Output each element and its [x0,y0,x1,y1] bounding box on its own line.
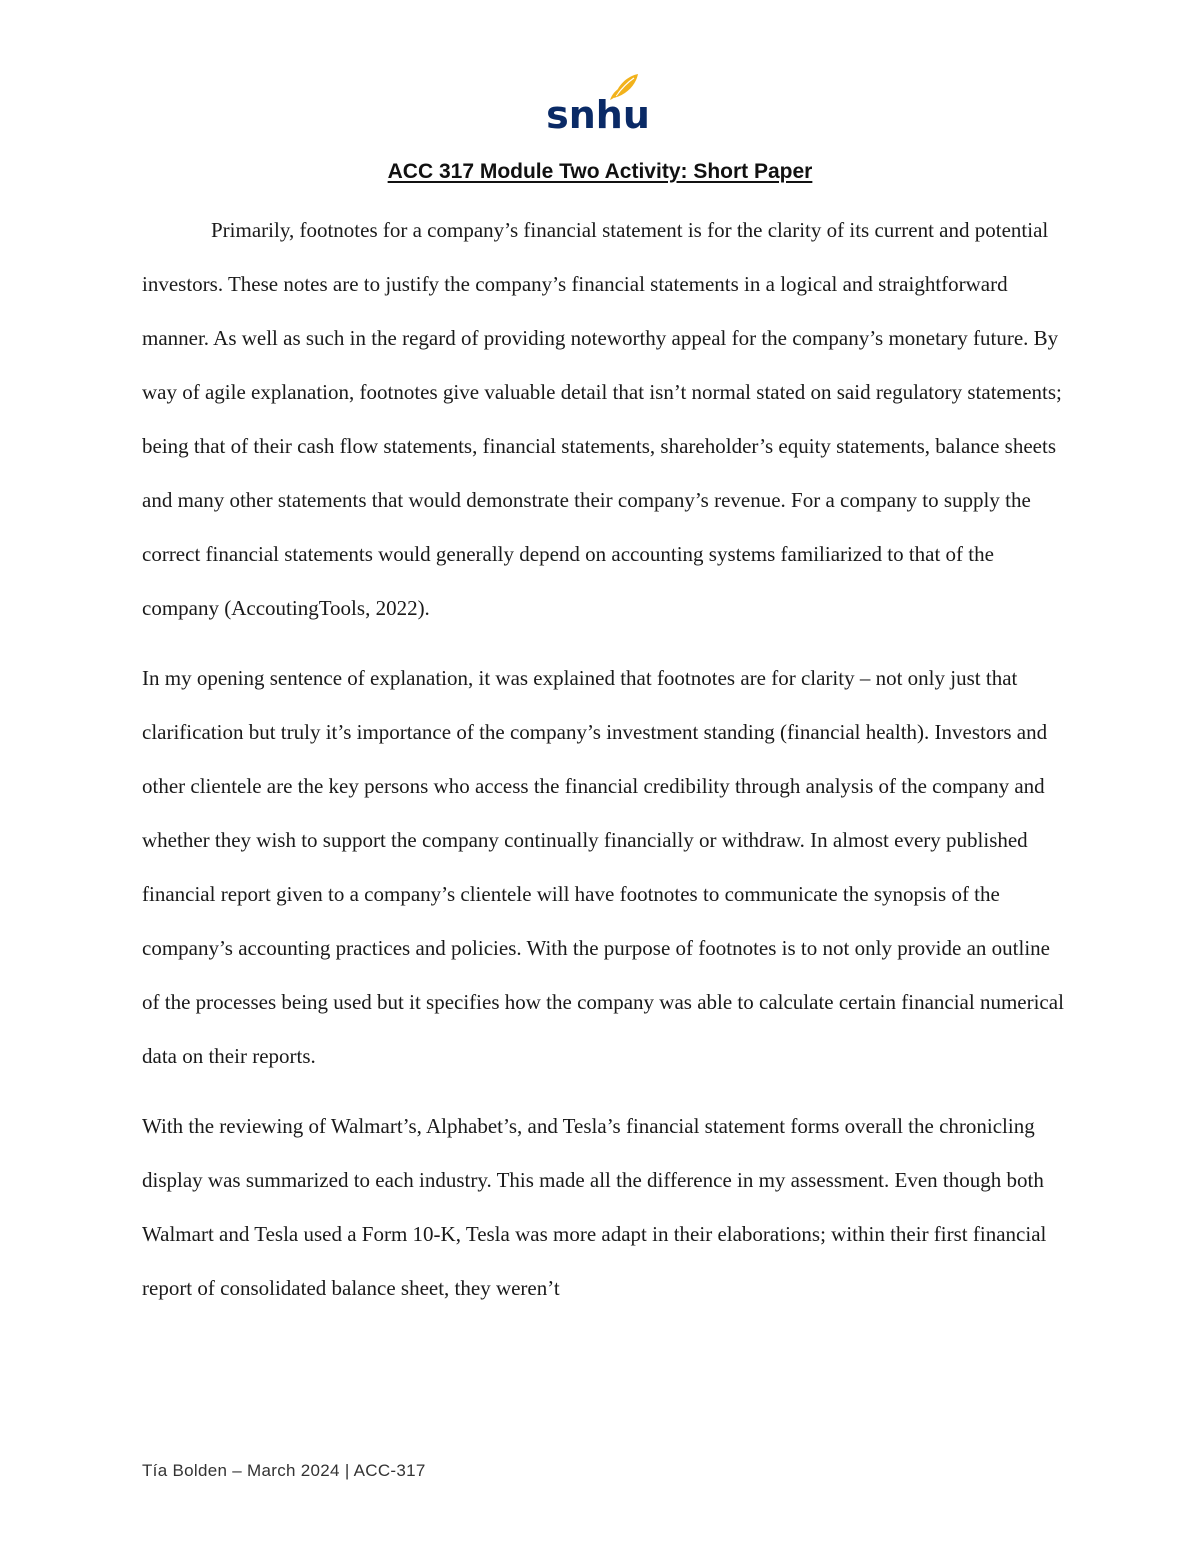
document-title: ACC 317 Module Two Activity: Short Paper [387,160,813,183]
document-body [142,203,1067,1331]
page-footer: Tía Bolden – March 2024 | ACC-317 [142,1461,426,1480]
snhu-logo [546,70,650,137]
paragraph-3: With the reviewing of Walmart’s, Alphabet’s, and Tesla’s financial statement forms overall the chronicling display was summarized to each industry. This made all the difference in my assessment. Even though both Walmart and Tesla used a Form 10-K, Tesla was more adapt in their elaborations; within their first financial report of consolidated balance sheet, they weren’t [142,1114,1047,1300]
paragraph-2: In my opening sentence of explanation, it was explained that footnotes are for clarity – not only just that clarification but truly it’s importance of the company’s investment standing (financial health). Investors and other clientele are the key persons who access the financial credibility through analysis of the company and whether they wish to support the company continually financially or withdraw. In almost every published financial report given to a company’s clientele will have footnotes to communicate the synopsis of the company’s accounting practices and policies. With the purpose of footnotes is to not only provide an outline of the processes being used but it specifies how the company was able to calculate certain financial numerical data on their reports. [142,666,1064,1068]
snhu-leaf-icon [546,70,650,137]
logo-text: snhu [546,93,650,137]
paragraph-1: Primarily, footnotes for a company’s financial statement is for the clarity of its current and potential investors. These notes are to justify the company’s financial statements in a logical and straightforward manner. As well as such in the regard of providing noteworthy appeal for the company’s monetary future. By way of agile explanation, footnotes give valuable detail that isn’t normal stated on said regulatory statements; being that of their cash flow statements, financial statements, shareholder’s equity statements, balance sheets and many other statements that would demonstrate their company’s revenue. For a company to supply the correct financial statements would generally depend on accounting systems familiarized to that of the company (AccoutingTools, 2022). [142,218,1062,620]
